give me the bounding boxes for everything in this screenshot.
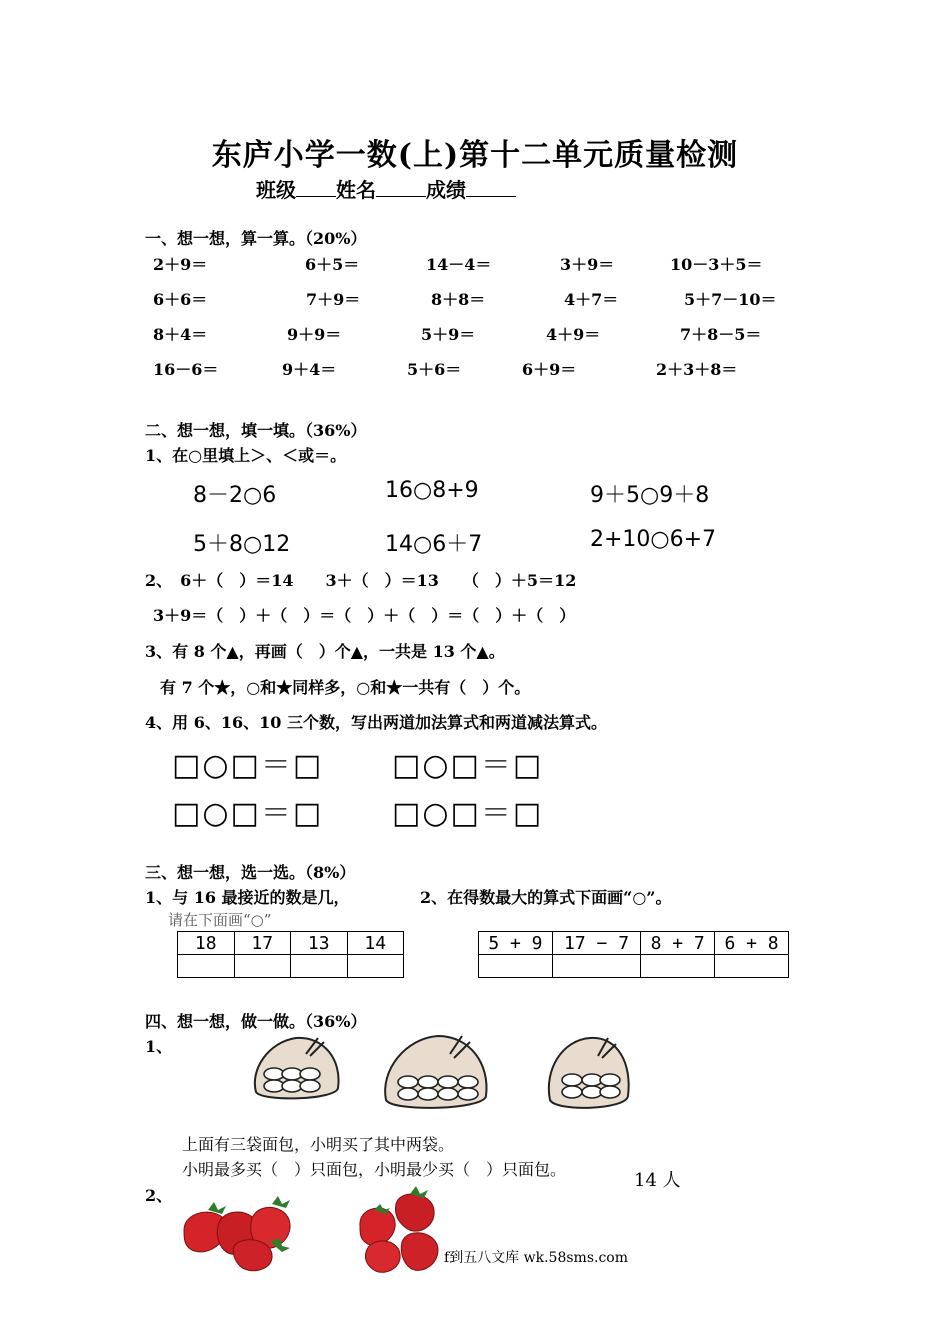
calc-item: 5＋7－10＝ xyxy=(684,290,777,309)
compare-item: 5＋8○12 xyxy=(193,532,291,557)
class-label: 班级 xyxy=(256,178,296,202)
shape-equation: □○□＝□ xyxy=(392,796,544,831)
table-cell: 13 xyxy=(291,932,348,955)
calc-item: 4＋9＝ xyxy=(546,325,601,344)
answer-cell[interactable] xyxy=(291,955,348,978)
table-cell: 17 xyxy=(234,932,291,955)
name-label: 姓名 xyxy=(336,178,376,202)
bread-text-2: 小明最多买（ ）只面包，小明最少买（ ）只面包。 xyxy=(182,1160,567,1179)
question-2-1: 1、在○里填上＞、＜或＝。 xyxy=(145,446,347,465)
question-2-2-line-2: 3＋9＝（ ）＋（ ）＝（ ）＋（ ）＝（ ）＋（ ） xyxy=(153,606,576,625)
compare-item: 16○8+9 xyxy=(385,478,479,503)
bread-bag-image xyxy=(380,1030,492,1114)
page-title: 东庐小学一数(上)第十二单元质量检测 xyxy=(211,138,739,173)
calc-item: 8＋8＝ xyxy=(431,290,486,309)
answer-table-1 xyxy=(177,931,404,978)
calc-item: 2＋3＋8＝ xyxy=(656,360,738,379)
calc-item: 6＋5＝ xyxy=(305,255,360,274)
class-blank xyxy=(296,178,336,197)
strawberries-image xyxy=(354,1186,446,1278)
shape-equation: □○□＝□ xyxy=(172,796,324,831)
table-cell: 18 xyxy=(178,932,235,955)
question-2-3-line-1: 3、有 8 个▲，再画（ ）个▲，一共是 13 个▲。 xyxy=(145,642,505,661)
compare-item: 9＋5○9＋8 xyxy=(590,483,710,508)
table-cell: 14 xyxy=(347,932,404,955)
side-note: 14 人 xyxy=(634,1170,681,1191)
score-blank xyxy=(466,178,516,197)
calc-item: 2＋9＝ xyxy=(153,255,208,274)
question-3-1: 1、与 16 最接近的数是几， xyxy=(145,888,350,907)
question-3-1-note: 请在下面画“○” xyxy=(168,911,272,929)
calc-item: 9＋4＝ xyxy=(282,360,337,379)
answer-table-2 xyxy=(478,931,789,978)
answer-cell[interactable] xyxy=(479,955,553,978)
student-info-line xyxy=(256,174,516,203)
question-4-2: 2、 xyxy=(145,1186,173,1205)
score-label: 成绩 xyxy=(426,178,466,202)
table-cell: 6 + 8 xyxy=(715,932,789,955)
calc-item: 6＋6＝ xyxy=(153,290,208,309)
answer-cell[interactable] xyxy=(234,955,291,978)
section-2-heading: 二、想一想，填一填。（36%） xyxy=(145,421,367,440)
calc-item: 7＋9＝ xyxy=(306,290,361,309)
bread-text-1: 上面有三袋面包，小明买了其中两袋。 xyxy=(182,1135,455,1154)
question-2-4: 4、用 6、16、10 三个数，写出两道加法算式和两道减法算式。 xyxy=(145,713,607,732)
calc-item: 5＋6＝ xyxy=(407,360,462,379)
calc-item: 5＋9＝ xyxy=(421,325,476,344)
name-blank xyxy=(376,178,426,197)
table-cell: 5 + 9 xyxy=(479,932,553,955)
calc-item: 7＋8－5＝ xyxy=(680,325,762,344)
question-2-2-line-1: 2、 6＋（ ）＝14 3＋（ ）＝13 （ ）＋5＝12 xyxy=(145,571,577,590)
calc-item: 16－6＝ xyxy=(153,360,219,379)
footer-watermark: f到五八文库 wk.58sms.com xyxy=(444,1250,629,1266)
compare-item: 8－2○6 xyxy=(193,483,277,508)
answer-cell[interactable] xyxy=(178,955,235,978)
section-1-heading: 一、想一想，算一算。（20%） xyxy=(145,229,367,248)
section-4-heading: 四、想一想，做一做。（36%） xyxy=(145,1012,367,1031)
answer-cell[interactable] xyxy=(715,955,789,978)
answer-cell[interactable] xyxy=(347,955,404,978)
calc-item: 3＋9＝ xyxy=(560,255,615,274)
calc-item: 6＋9＝ xyxy=(522,360,577,379)
answer-cell[interactable] xyxy=(641,955,715,978)
table-cell: 8 + 7 xyxy=(641,932,715,955)
question-4-1: 1、 xyxy=(145,1037,173,1056)
calc-item: 14－4＝ xyxy=(426,255,492,274)
answer-cell[interactable] xyxy=(552,955,640,978)
calc-item: 10－3＋5＝ xyxy=(670,255,763,274)
strawberries-image xyxy=(174,1188,308,1274)
calc-item: 8＋4＝ xyxy=(153,325,208,344)
shape-equation: □○□＝□ xyxy=(172,748,324,783)
compare-item: 2+10○6+7 xyxy=(590,527,717,552)
table-cell: 17 − 7 xyxy=(552,932,640,955)
calc-item: 4＋7＝ xyxy=(564,290,619,309)
section-3-heading: 三、想一想，选一选。（8%） xyxy=(145,863,356,882)
question-3-2: 2、在得数最大的算式下面画“○”。 xyxy=(420,888,672,907)
question-2-3-line-2: 有 7 个★，○和★同样多，○和★一共有（ ）个。 xyxy=(160,678,531,697)
calc-item: 9＋9＝ xyxy=(287,325,342,344)
bread-bag-image xyxy=(248,1030,344,1106)
compare-item: 14○6＋7 xyxy=(385,532,483,557)
shape-equation: □○□＝□ xyxy=(392,748,544,783)
bread-bag-image xyxy=(544,1030,634,1114)
